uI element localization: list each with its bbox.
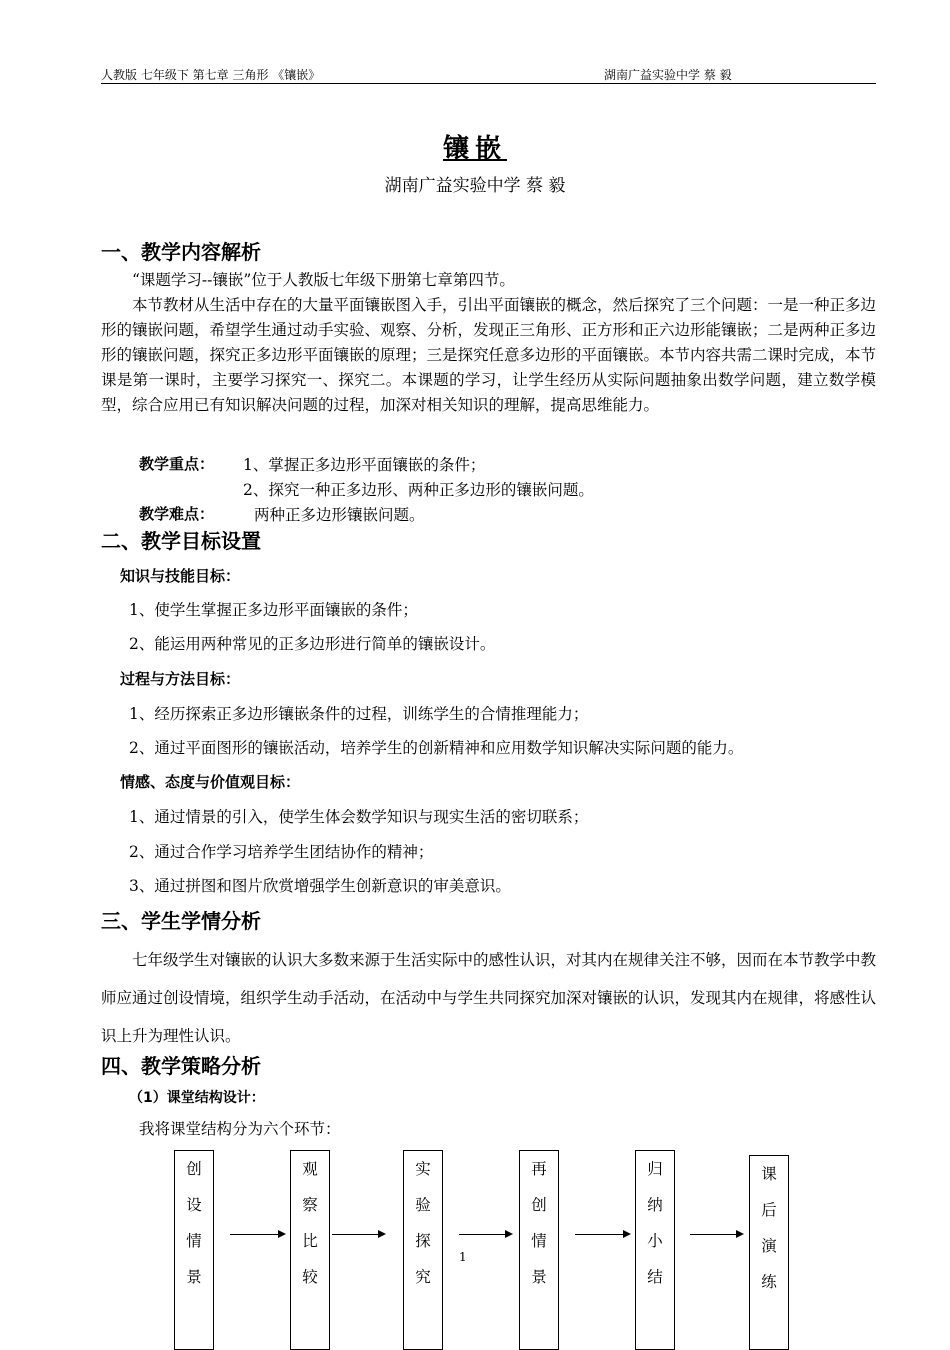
page-number: 1 [459, 1250, 467, 1264]
flow-arrow-1 [230, 1234, 284, 1235]
flow-step-6-char: 后 [761, 1201, 777, 1219]
section3-heading: 三、学生学情分析 [101, 909, 261, 933]
course-structure-intro: 我将课堂结构分为六个环节： [139, 1120, 341, 1138]
flow-step-2-char: 察 [302, 1196, 318, 1214]
section1-heading: 一、教学内容解析 [101, 240, 261, 264]
key-point-1: 1、掌握正多边形平面镶嵌的条件； [243, 456, 486, 474]
flow-step-3-char: 究 [415, 1268, 431, 1286]
flow-step-1-char: 设 [186, 1196, 202, 1214]
goal-emotion-title: 情感、态度与价值观目标： [120, 773, 301, 791]
flow-step-4-char: 再 [531, 1160, 547, 1178]
flow-step-3-char: 实 [415, 1160, 431, 1178]
key-point-2: 2、探究一种正多边形、两种正多边形的镶嵌问题。 [243, 481, 594, 499]
flow-step-4-char: 情 [531, 1232, 547, 1250]
flow-step-1 [174, 1150, 214, 1350]
flow-step-2-char: 较 [302, 1268, 318, 1286]
flow-step-5-char: 纳 [647, 1196, 663, 1214]
flow-step-2 [290, 1150, 330, 1350]
flow-step-2-char: 比 [302, 1232, 318, 1250]
flow-step-1-char: 景 [186, 1268, 202, 1286]
goal-emotion-3: 3、通过拼图和图片欣赏增强学生创新意识的审美意识。 [129, 877, 511, 895]
flow-step-3 [403, 1150, 443, 1350]
goal-process-title: 过程与方法目标： [120, 670, 241, 688]
flow-arrow-4 [575, 1234, 629, 1235]
flow-arrow-2 [332, 1234, 384, 1235]
header-left: 人教版 七年级下 第七章 三角形 《镶嵌》 [101, 68, 321, 82]
flow-step-5 [635, 1150, 675, 1350]
flow-step-3-char: 探 [415, 1232, 431, 1250]
goal-knowledge-2: 2、能运用两种常见的正多边形进行简单的镶嵌设计。 [129, 635, 496, 653]
difficulty-label: 教学难点： [139, 505, 215, 523]
difficulty-text: 两种正多边形镶嵌问题。 [254, 506, 425, 524]
key-points-label: 教学重点： [139, 455, 215, 473]
goal-knowledge-1: 1、使学生掌握正多边形平面镶嵌的条件； [129, 601, 418, 619]
flow-step-3-char: 验 [415, 1196, 431, 1214]
section3-body [101, 941, 876, 1055]
flow-arrow-3 [459, 1234, 511, 1235]
flow-step-2-char: 观 [302, 1160, 318, 1178]
flow-step-1-char: 创 [186, 1160, 202, 1178]
goal-knowledge-title: 知识与技能目标： [120, 567, 241, 585]
goal-process-2: 2、通过平面图形的镶嵌活动，培养学生的创新精神和应用数学知识解决实际问题的能力。 [129, 739, 744, 757]
flow-step-5-char: 小 [647, 1232, 663, 1250]
flow-step-4-char: 景 [531, 1268, 547, 1286]
section4-heading: 四、教学策略分析 [101, 1054, 261, 1078]
section3-paragraph: 七年级学生对镶嵌的认识大多数来源于生活实际中的感性认识，对其内在规律关注不够，因而在本节教学中教师应通过创设情境，组织学生动手活动，在活动中与学生共同探究加深对镶嵌的认识，发现其内在规律，将感性认识上升为理性认识。 [101, 951, 877, 1045]
flow-step-6-char: 演 [761, 1237, 777, 1255]
flow-step-6-char: 练 [761, 1273, 777, 1291]
flow-step-1-char: 情 [186, 1232, 202, 1250]
section1-p1: “课题学习--镶嵌”位于人教版七年级下册第七章第四节。 [132, 271, 515, 289]
goal-process-1: 1、经历探索正多边形镶嵌条件的过程，训练学生的合情推理能力； [129, 705, 589, 723]
header-rule [101, 83, 876, 84]
document-title: 镶嵌 [442, 134, 507, 164]
section1-body [101, 268, 876, 418]
flow-step-4 [519, 1150, 559, 1350]
goal-emotion-2: 2、通过合作学习培养学生团结协作的精神； [129, 843, 434, 861]
flow-step-6 [749, 1155, 789, 1350]
flow-step-5-char: 归 [647, 1160, 663, 1178]
flow-step-6-char: 课 [761, 1165, 777, 1183]
flow-step-5-char: 结 [647, 1268, 663, 1286]
author-line: 湖南广益实验中学 蔡 毅 [384, 176, 566, 196]
header-right: 湖南广益实验中学 蔡 毅 [604, 68, 732, 82]
goal-emotion-1: 1、通过情景的引入，使学生体会数学知识与现实生活的密切联系； [129, 808, 589, 826]
flow-step-4-char: 创 [531, 1196, 547, 1214]
course-structure-subheading: （1）课堂结构设计： [129, 1090, 265, 1106]
section2-heading: 二、教学目标设置 [101, 529, 261, 553]
section1-p2: 本节教材从生活中存在的大量平面镶嵌图入手，引出平面镶嵌的概念，然后探究了三个问题：一是一种正多边形的镶嵌问题，希望学生通过动手实验、观察、分析，发现正三角形、正方形和正六边形能镶嵌；二是两种正多边形的镶嵌问题，探究正多边形平面镶嵌的原理；三是探究任意多边形的平面镶嵌。本节内容共需二课时完成，本节课是第一课时，主要学习探究一、探究二。本课题的学习，让学生经历从实际问题抽象出数学问题，建立数学模型，综合应用已有知识解决问题的过程，加深对相关知识的理解，提高思维能力。 [101, 296, 877, 414]
flow-arrow-5 [690, 1234, 742, 1235]
